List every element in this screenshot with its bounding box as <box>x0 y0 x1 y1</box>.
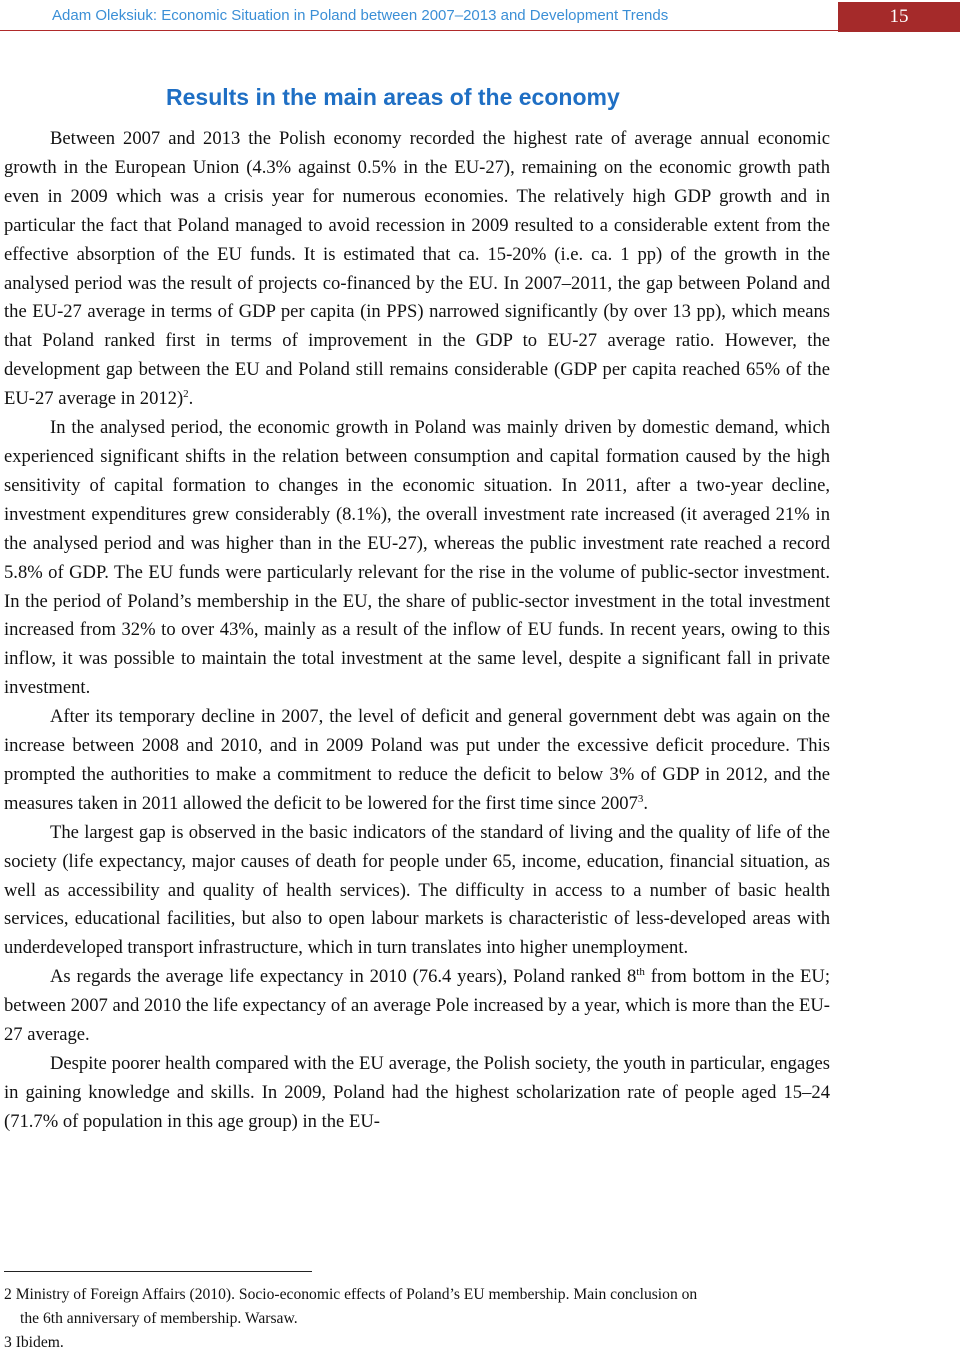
paragraph: Despite poorer health compared with the EU average, the Polish society, the youth in particular, engages in gaining knowledge and skills. In 2009, Poland had the highest scholarization rate of people aged 15–24 (71.7% of population in this age group) in the EU- <box>4 1053 830 1132</box>
ordinal-suffix: th <box>636 966 645 979</box>
footnote-ref[interactable]: 3 <box>637 792 644 805</box>
header-rule <box>0 30 838 31</box>
paragraph: The largest gap is observed in the basic indicators of the standard of living and the quality of life of the society (life expectancy, major causes of death for people under 65, income, education, financial situation, as well as accessibility and quality of health services). The difficulty in access to a number of basic health services, educational facilities, but also to open labour markets is characteristic of less-developed areas with underdeveloped transport infrastructure, which in turn translates into higher unemployment. <box>4 821 830 959</box>
footnote: 3 Ibidem. <box>4 1334 64 1351</box>
body-text <box>4 125 830 1137</box>
page-number: 15 <box>838 2 960 32</box>
paragraph: Between 2007 and 2013 the Polish economy recorded the highest rate of average annual economic growth in the European Union (4.3% against 0.5% in the EU-27), remaining on the economic growth path even in 2009 which was a crisis year for numerous economies. The relatively high GDP growth and in particular the fact that Poland managed to avoid recession in 2009 resulted to a considerable extent from the effective absorption of the EU funds. It is estimated that ca. 15-20% (i.e. ca. 1 pp) of the growth in the analysed period was the result of projects co-financed by the EU. In 2007–2011, the gap between Poland and the EU-27 average in terms of GDP per capita (in PPS) narrowed significantly (by over 13 pp), which means that Poland ranked first in terms of improvement in the GDP to EU-27 average ratio. However, the development gap between the EU and Poland still remains considerable (GDP per capita reached 65% of the EU-27 average in 2012)$^2$. <box>4 128 830 410</box>
running-head: Adam Oleksiuk: Economic Situation in Poland between 2007–2013 and Development Trends <box>52 7 669 24</box>
footnotes <box>4 1283 830 1355</box>
footnote-continuation: the 6th anniversary of membership. Warsaw. <box>20 1310 298 1327</box>
section-title: Results in the main areas of the economy <box>166 84 620 110</box>
footnote-ref[interactable]: 2 <box>183 387 189 400</box>
footnote-divider <box>4 1271 312 1272</box>
footnote: 2 Ministry of Foreign Affairs (2010). Socio-economic effects of Poland’s EU membership. Main conclusion on <box>4 1286 698 1303</box>
paragraph: After its temporary decline in 2007, the level of deficit and general government debt was again on the increase between 2008 and 2010, and in 2009 Poland was put under the excessive deficit procedure. This prompted the authorities to make a commitment to reduce the deficit to below 3% of GDP in 2012, and the measures taken in 2011 allowed the deficit to be lowered for the first time since 2007$^3$. <box>4 706 830 814</box>
paragraph: As regards the average life expectancy in 2010 (76.4 years), Poland ranked 8th from bottom in the EU; between 2007 and 2010 the life expectancy of an average Pole increased by a year, which is more than the EU-27 average. <box>4 966 830 1046</box>
paragraph: In the analysed period, the economic growth in Poland was mainly driven by domestic demand, which experienced significant shifts in the relation between consumption and capital formation caused by the high sensitivity of capital formation to changes in the economic situation. In 2011, after a two-year decline, investment expenditures grew considerably (8.1%), the overall investment rate increased (it averaged 21% in the analysed period and was higher than in the EU-27), whereas the public investment rate reached a record 5.8% of GDP. The EU funds were particularly relevant for the rise in the volume of public-sector investment. In the period of Poland’s membership in the EU, the share of public-sector investment in the total investment increased from 32% to over 43%, mainly as a result of the inflow of EU funds. In recent years, owing to this inflow, it was possible to maintain the total investment at the same level, despite a significant fall in private investment. <box>4 417 830 699</box>
page-header <box>0 0 960 36</box>
